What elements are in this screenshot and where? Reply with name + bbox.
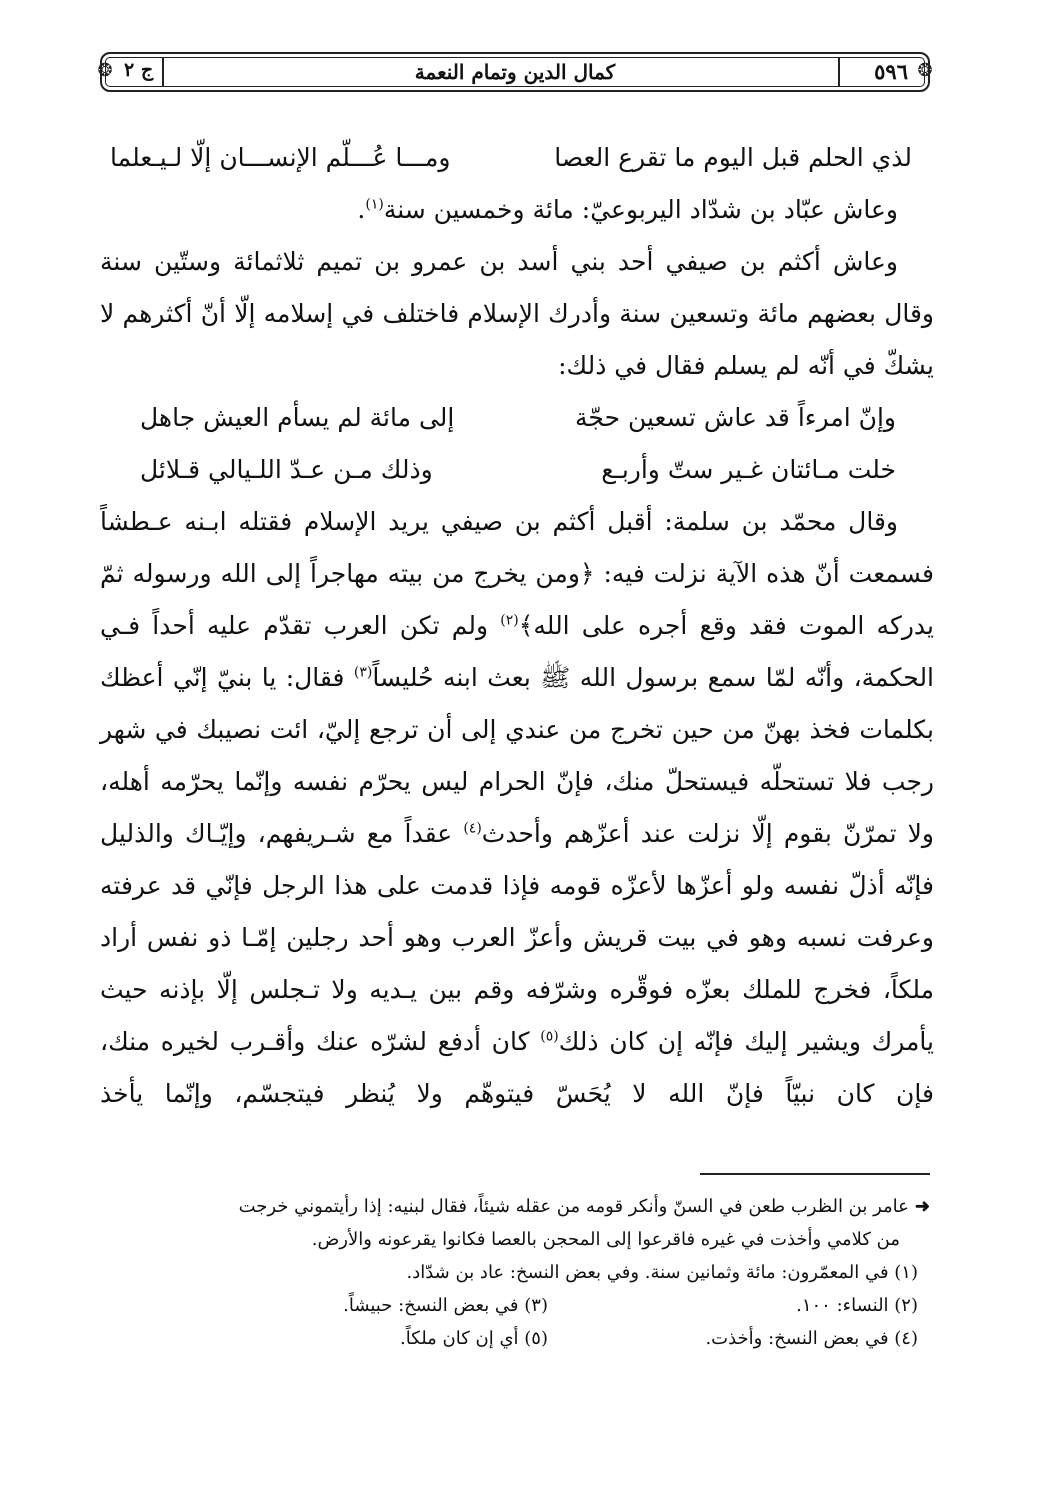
p3-text-3: فقال: يا بنيّ إنّي أعظك بكلمات فخذ بهنّ من حين تخرج من عندي إلى أن ترجع إليّ، ائت نصيبك في شهر رجب فلا تستحلّه فيستحلّ منك، فإنّ الحرام ليس يحرّم نفسه وإنّما يحرّمه أهله، ولا تمرّنّ بقوم إلّا نزلت عند أعزّهم وأحدث	[100, 663, 934, 848]
p3-text-4: عقداً مع شـريفهم، وإيّـاك والذليل فإنّه أذلّ نفسه ولو أعزّها لأعزّه قومه فإذا قدمت على هذا الرجل فإنّي قد عرفته وعرفت نسبه وهو في بيت قريش وأعزّ العرب وهو أحد رجلين إمّـا ذو نفس أراد ملكاً، فخرج للملك بعزّه فوقّره وشرّفه وقم بين يـديه ولا تـجلس إلّا بإذنه حيث يأمرك ويشير إليك فإنّه إن كان ذلك	[100, 819, 935, 1056]
footnote-ref-1: (١)	[365, 196, 384, 213]
verse-line-2	[100, 392, 934, 444]
continuation-arrow-icon: ➜	[914, 1196, 930, 1217]
footnote-5: (٥) أي إن كان ملكاً.	[400, 1328, 548, 1349]
paragraph-muhammad-ibn-salama	[100, 496, 934, 1120]
footnote-ref-5: (٥)	[540, 1028, 559, 1045]
page-body	[100, 132, 934, 1120]
verse-2-second-hemistich: إلى مائة لم يسأم العيش جاهل	[140, 403, 455, 432]
paragraph-abbad	[100, 184, 934, 236]
header-divider-left	[162, 58, 164, 86]
header-divider-right	[838, 58, 840, 86]
volume-label: ج ٢	[124, 59, 154, 81]
footnote-4: (٤) في بعض النسخ: وأخذت.	[705, 1328, 918, 1349]
continuation-line-2: من كلامي وأخذت في غيره فاقرعوا إلى المحجن بالعصا فكانوا يقرعونه والأرض.	[311, 1229, 900, 1250]
footnotes	[100, 1190, 930, 1355]
verse-1-second-hemistich: ومـــا عُـــلّم الإنســـان إلّا لـيـعلما	[110, 143, 451, 172]
verse-3-first-hemistich: خلت مـائتان غـير ستّ وأربـع	[601, 455, 896, 484]
verse-3-second-hemistich: وذلك مـن عـدّ اللـيالي قـلائل	[140, 455, 433, 484]
footnote-row-2-3	[100, 1289, 930, 1322]
verse-1-first-hemistich: لذي الحلم قبل اليوم ما تقرع العصا	[554, 143, 912, 172]
p3-text-5: كان أدفع لشرّه عنك وأقـرب لخيره منك، فإن كان نبيّاً فإنّ الله لا يُحَسّ فيتوهّم ولا يُنظر فيتجسّم، وإنّما يأخذ	[100, 1027, 934, 1108]
paragraph-abbad-end: .	[357, 195, 366, 224]
footnote-2: (٢) النساء: ١٠٠.	[796, 1295, 918, 1316]
footnote-continuation	[100, 1190, 930, 1256]
p3-text-1: وقال محمّد بن سلمة: أقبل أكثم بن صيفي يريد الإسلام فقتله ابـنه عـطشاً فسمعت أنّ هذه الآية نزلت فيه: ﴿ومن يخرج من بيته مهاجراً إلى الله ورسوله ثمّ يدركه الموت فقد وقع أجره على الله﴾	[100, 507, 934, 640]
footnote-ref-2: (٢)	[500, 612, 519, 629]
paragraph-aktham: وعاش أكثم بن صيفي أحد بني أسد بن عمرو بن تميم ثلاثمائة وستّين سنة وقال بعضهم مائة وتسعين سنة وأدرك الإسلام فاختلف في إسلامه إلّا أنّ أكثرهم لا يشكّ في أنّه لم يسلم فقال في ذلك:	[100, 247, 934, 380]
footnote-ref-3: (٣)	[353, 664, 373, 681]
verse-line-3	[100, 444, 934, 496]
footnote-3: (٣) في بعض النسخ: حبيشاً.	[343, 1295, 548, 1316]
page-header	[97, 52, 933, 92]
right-ornament-icon: ❂	[917, 60, 933, 81]
p3-text-2: ولم تكن العرب تقدّم عليه أحداً فـي الحكمة، وأنّه لمّا سمع برسول الله ﷺ بعث ابنه حُليساً	[100, 611, 935, 692]
footnote-row-4-5	[100, 1322, 930, 1355]
footnote-separator	[700, 1173, 930, 1175]
verse-line-1	[100, 132, 934, 184]
left-ornament-icon: ❂	[97, 60, 113, 81]
verse-2-first-hemistich: وإنّ امرءاً قد عاش تسعين حجّة	[575, 403, 896, 432]
footnote-ref-4: (٤)	[463, 820, 482, 837]
continuation-line-1: عامر بن الظرب طعن في السنّ وأنكر قومه من عقله شيئاً، فقال لبنيه: إذا رأيتموني خرجت	[238, 1196, 909, 1217]
footnote-1: (١) في المعمّرون: مائة وثمانين سنة. وفي بعض النسخ: عاد بن شدّاد.	[406, 1262, 918, 1283]
running-title: كمال الدين وتمام النعمة	[414, 60, 616, 84]
paragraph-abbad-text: وعاش عبّاد بن شدّاد اليربوعيّ: مائة وخمسين سنة	[383, 195, 898, 224]
page-number: ٥٩٦	[874, 59, 908, 84]
